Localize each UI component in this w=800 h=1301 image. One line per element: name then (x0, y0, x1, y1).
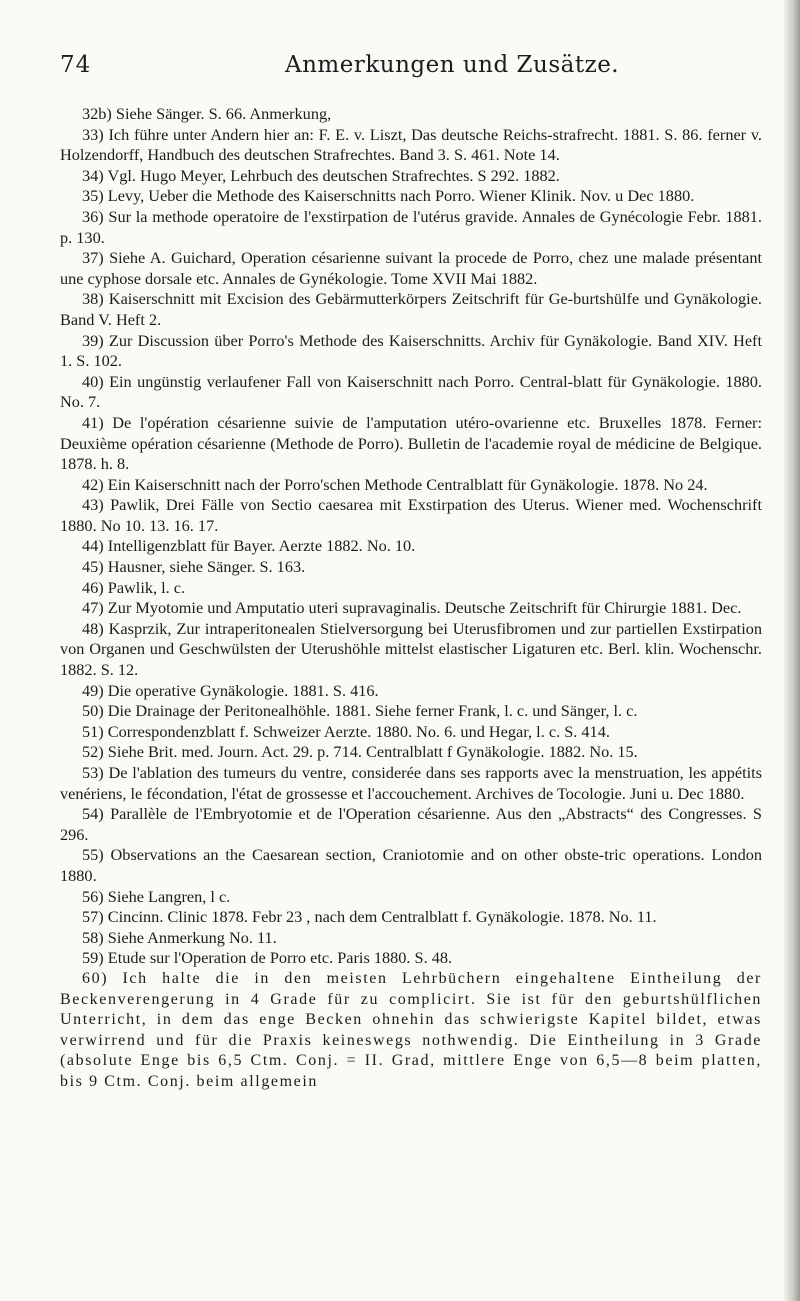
note-45: 45) Hausner, siehe Sänger. S. 163. (82, 557, 306, 577)
note-42: 42) Ein Kaiserschnitt nach der Porro'schen Methode Centralblatt für Gynäkologie. 1878. No 24. (82, 474, 708, 494)
note-52: 52) Siehe Brit. med. Journ. Act. 29. p. 714. Centralblatt f Gynäkologie. 1882. No. 15. (82, 742, 638, 762)
page-edge (784, 0, 800, 1301)
note-56: 56) Siehe Langren, l c. (82, 886, 231, 906)
note-58: 58) Siehe Anmerkung No. 11. (82, 927, 277, 947)
note-44: 44) Intelligenzblatt für Bayer. Aerzte 1882. No. 10. (82, 536, 416, 556)
note-60: 60) Ich halte die in den meisten Lehrbüchern eingehaltene Eintheilung der Beckenverengerung in 4 Grade für zu complicirt. Sie ist für den geburtshülflichen Unterricht, in dem das enge Becken ohnehin das schwierigste Kapitel bildet, etwas verwirrend und für die Praxis keineswegs nothwendig. Die Eintheilung in 3 Grade (absolute Enge bis 6,5 Ctm. Conj. = II. Grad, mittlere Enge von 6,5—8 beim platten, bis 9 Ctm. Conj. beim allgemein (60, 969, 762, 1090)
note-34: 34) Vgl. Hugo Meyer, Lehrbuch des deutschen Strafrechtes. S 292. 1882. (82, 165, 560, 185)
note-54: 54) Parallèle de l'Embryotomie et de l'Operation césarienne. Aus den „Abstracts“ des Congresses. S 296. (60, 804, 762, 844)
note-48: 48) Kasprzik, Zur intraperitonealen Stielversorgung bei Uterusfibromen und zur partiellen Exstirpation von Organen und Geschwülsten der Uterushöhle mittelst elastischer Ligaturen etc. Berl. klin. Wochenschr. 1882. S. 12. (60, 618, 762, 680)
note-47: 47) Zur Myotomie und Amputatio uteri supravaginalis. Deutsche Zeitschrift für Chirurgie 1881. Dec. (82, 598, 742, 618)
note-53: 53) De l'ablation des tumeurs du ventre, considerée dans ses rapports avec la menstruation, les appétits venériens, le fécondation, l'état de grossesse et l'accouchement. Archives de Tocologie. Juni u. Dec 1880. (60, 763, 762, 803)
note-59: 59) Etude sur l'Operation de Porro etc. Paris 1880. S. 48. (82, 948, 453, 968)
note-51: 51) Correspondenzblatt f. Schweizer Aerzte. 1880. No. 6. und Hegar, l. c. S. 414. (82, 721, 610, 741)
note-50: 50) Die Drainage der Peritonealhöhle. 1881. Siehe ferner Frank, l. c. und Sänger, l. c. (82, 701, 638, 721)
note-57: 57) Cincinn. Clinic 1878. Febr 23 , nach dem Centralblatt f. Gynäkologie. 1878. No. 11. (82, 907, 657, 927)
note-38: 38) Kaiserschnitt mit Excision des Gebärmutterkörpers Zeitschrift für Ge-burtshülfe und Gynäkologie. Band V. Heft 2. (60, 289, 762, 329)
note-40: 40) Ein ungünstig verlaufener Fall von Kaiserschnitt nach Porro. Central-blatt für Gynäkologie. 1880. No. 7. (60, 371, 762, 412)
notes-section (60, 104, 762, 1093)
note-32b: 32b) Siehe Sänger. S. 66. Anmerkung, (82, 104, 332, 123)
note-55: 55) Observations an the Caesarean section, Craniotomie and on other obste-tric operations. London 1880. (60, 845, 762, 885)
page-header (60, 52, 760, 82)
page-number: 74 (60, 52, 92, 78)
note-41: 41) De l'opération césarienne suivie de l'amputation utéro-ovarienne etc. Bruxelles 1878. Ferner: Deuxième opération césarienne (Methode de Porro). Bulletin de l'academie royal de médicine de Belgique. 1878. h. 8. (60, 412, 762, 474)
note-35: 35) Levy, Ueber die Methode des Kaiserschnitts nach Porro. Wiener Klinik. Nov. u Dec 1880. (82, 186, 695, 206)
note-33: 33) Ich führe unter Andern hier an: F. E. v. Liszt, Das deutsche Reichs-strafrecht. 1881. S. 86. ferner v. Holzendorff, Handbuch des deutschen Strafrechtes. Band 3. S. 461. Note 14. (60, 124, 762, 165)
note-37: 37) Siehe A. Guichard, Operation césarienne suivant la procede de Porro, chez une malade présentant une cyphose dorsale etc. Annales de Gynékologie. Tome XVII Mai 1882. (60, 248, 762, 288)
note-46: 46) Pawlik, l. c. (82, 577, 186, 597)
note-36: 36) Sur la methode operatoire de l'exstirpation de l'utérus gravide. Annales de Gynécologie Febr. 1881. p. 130. (60, 206, 762, 247)
running-title: Anmerkungen und Zusätze. (285, 52, 620, 78)
note-39: 39) Zur Discussion über Porro's Methode des Kaiserschnitts. Archiv für Gynäkologie. Band XIV. Heft 1. S. 102. (60, 330, 762, 371)
note-43: 43) Pawlik, Drei Fälle von Sectio caesarea mit Exstirpation des Uterus. Wiener med. Wochenschrift 1880. No 10. 13. 16. 17. (60, 495, 762, 535)
note-49: 49) Die operative Gynäkologie. 1881. S. 416. (82, 680, 379, 700)
